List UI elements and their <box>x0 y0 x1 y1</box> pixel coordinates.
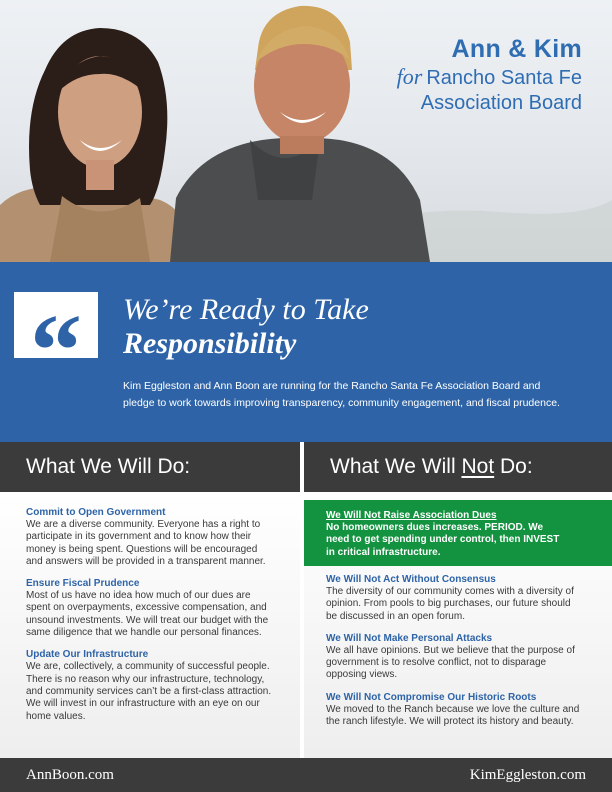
item-title: We Will Not Make Personal Attacks <box>326 632 493 644</box>
candidate-title <box>397 34 582 116</box>
body-line: participate in its government and to know how their <box>26 531 252 543</box>
highlight-box <box>304 500 612 566</box>
highlight-title: We Will Not Raise Association Dues <box>326 510 497 521</box>
body-line: opposing views. <box>326 669 398 681</box>
will-do-item <box>26 649 286 722</box>
title-rancho: Rancho Santa Fe <box>426 67 582 89</box>
body-line: in critical infrastructure. <box>326 546 441 558</box>
woman-figure <box>0 28 200 262</box>
will-not-do-item <box>326 574 598 623</box>
body-line: be discussed in an open forum. <box>326 610 465 622</box>
will-not-do-item <box>326 692 598 729</box>
intro-banner <box>0 262 612 442</box>
body-line: Most of us have no idea how much of our dues are <box>26 590 251 602</box>
item-title: Update Our Infrastructure <box>26 649 149 661</box>
headline-line-1: We’re Ready to Take <box>123 293 369 326</box>
kimeggleston-link[interactable]: KimEggleston.com <box>469 767 586 783</box>
item-body <box>26 590 286 639</box>
footer <box>0 758 612 792</box>
will-not-do-item <box>326 633 598 682</box>
body-line: We are, collectively, a community of successful people. <box>26 661 270 673</box>
will-not-do-heading <box>304 442 612 492</box>
title-line-3: Association Board <box>420 92 582 114</box>
item-body <box>326 645 598 682</box>
heading-post: Do: <box>494 455 533 478</box>
body-line: and answers will be provided in a transparent manner. <box>26 555 266 567</box>
item-body <box>326 586 598 623</box>
body-line: unsound investments. We will treat our budget with the <box>26 614 269 626</box>
heading-not: Not <box>461 455 495 478</box>
headline-line-2: Responsibility <box>123 327 297 360</box>
body-line: The diversity of our community comes with a diversity of <box>326 586 574 597</box>
body-line: money is being spent. Questions will be encouraged <box>26 543 258 555</box>
body-line: and community services can’t be a first-class attraction. <box>26 685 272 697</box>
item-body <box>26 661 286 722</box>
hero-photo <box>0 0 612 262</box>
will-do-heading: What We Will Do: <box>0 442 300 492</box>
body-line: We moved to the Ranch because we love the culture and <box>326 703 580 715</box>
man-figure <box>170 6 430 262</box>
intro-paragraph <box>123 378 598 412</box>
item-title: We Will Not Act Without Consensus <box>326 574 496 585</box>
banner-headline <box>123 292 369 361</box>
body-line: We will invest in our infrastructure with an eye on our <box>26 698 260 710</box>
item-body <box>326 704 598 729</box>
intro-line: pledge to work towards improving transparency, community engagement, and fiscal prudence. <box>123 397 560 409</box>
title-for-word: for <box>396 64 423 89</box>
intro-line: Kim Eggleston and Ann Boon are running for the Rancho Santa Fe Association Board and <box>123 380 541 392</box>
quote-mark-box <box>14 292 98 408</box>
title-line-2 <box>397 65 582 90</box>
body-line: the ranch lifestyle. We will protect its history and beauty. <box>326 716 574 728</box>
body-line: need to get spending under control, then INVEST <box>326 534 560 546</box>
body-line: home values. <box>26 710 86 722</box>
body-line: same diligence that we handle our personal finances. <box>26 627 262 639</box>
annboon-link[interactable]: AnnBoon.com <box>26 767 114 783</box>
body-line: government is to resolve conflict, not to disparage <box>326 657 547 669</box>
item-title: Commit to Open Government <box>26 507 166 518</box>
body-line: spent on overpayments, excessive compensation, and <box>26 602 267 614</box>
body-line: There is no reason why our infrastructure, technology, <box>26 673 265 685</box>
quote-icon: “ <box>30 293 82 408</box>
will-do-item <box>26 507 286 568</box>
will-not-do-list <box>304 574 612 738</box>
item-title: We Will Not Compromise Our Historic Roots <box>326 691 537 703</box>
heading-pre: What We Will <box>330 455 462 478</box>
highlight-body <box>326 522 598 559</box>
body-line: We all have opinions. But we believe that the purpose of <box>326 644 575 656</box>
body-line: No homeowners dues increases. PERIOD. We <box>326 522 544 533</box>
will-do-item <box>26 578 286 639</box>
item-title: Ensure Fiscal Prudence <box>26 578 140 590</box>
item-body <box>26 519 286 568</box>
will-do-column <box>0 492 300 758</box>
body-line: opinion. From pools to big purchases, our future should <box>326 598 571 610</box>
body-line: We are a diverse community. Everyone has a right to <box>26 519 261 530</box>
candidate-names: Ann & Kim <box>451 35 582 63</box>
